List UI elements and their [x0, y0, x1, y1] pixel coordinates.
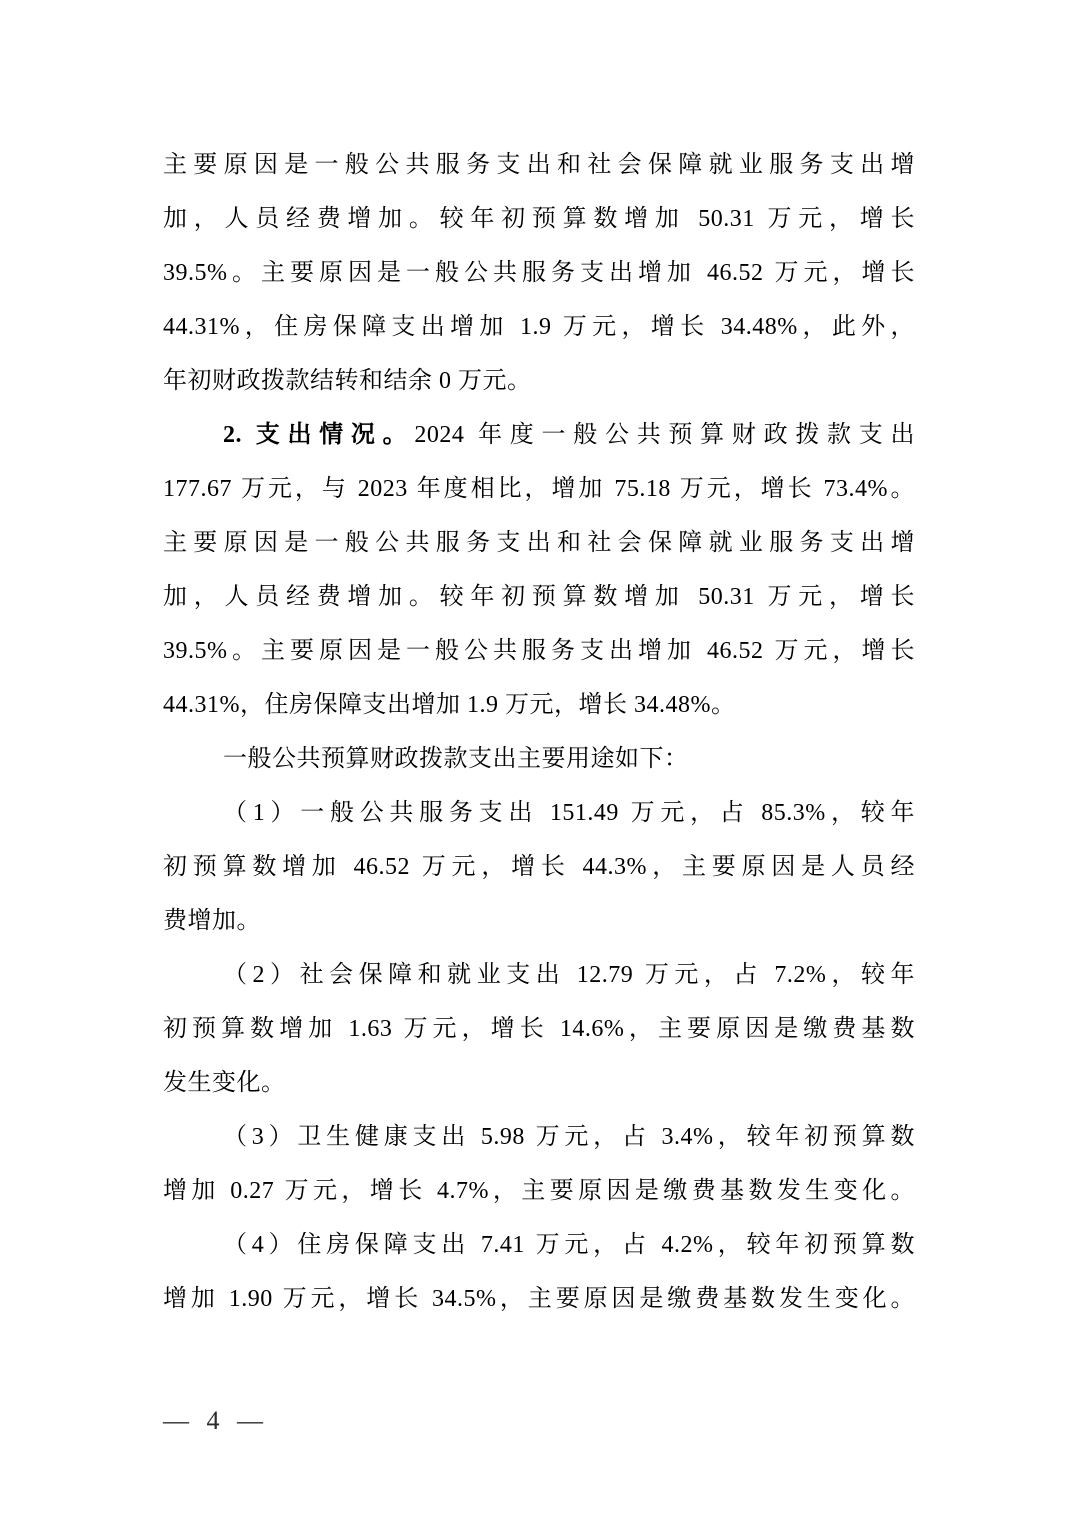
text-line: 增加 1.90 万元，增长 34.5%，主要原因是缴费基数发生变化。 [163, 1286, 915, 1312]
section-heading-expenditure: 2. 支出情况。 [223, 422, 415, 448]
text-line: 39.5%。主要原因是一般公共服务支出增加 46.52 万元，增长 [163, 638, 915, 664]
text-line: 主要原因是一般公共服务支出和社会保障就业服务支出增 [163, 530, 915, 556]
text-line: 发生变化。 [163, 1070, 286, 1096]
text-line: 44.31%，住房保障支出增加 1.9 万元，增长 34.48%，此外， [163, 314, 915, 340]
text-line: 初预算数增加 46.52 万元，增长 44.3%，主要原因是人员经 [163, 854, 915, 880]
text-run: 2024 年度一般公共预算财政拨款支出 [414, 422, 916, 448]
document-body [163, 138, 915, 1326]
text-line: （1）一般公共服务支出 151.49 万元，占 85.3%，较年 [223, 800, 915, 826]
text-line: 加，人员经费增加。较年初预算数增加 50.31 万元，增长 [163, 584, 915, 610]
text-line: （2）社会保障和就业支出 12.79 万元，占 7.2%，较年 [223, 962, 915, 988]
text-line: 年初财政拨款结转和结余 0 万元。 [163, 368, 532, 394]
text-line: 主要原因是一般公共服务支出和社会保障就业服务支出增 [163, 152, 915, 178]
text-line: 初预算数增加 1.63 万元，增长 14.6%，主要原因是缴费基数 [163, 1016, 915, 1042]
text-line: 一般公共预算财政拨款支出主要用途如下： [223, 746, 689, 772]
text-line [163, 408, 915, 462]
page-number: — 4 — [163, 1406, 264, 1435]
text-line: 加，人员经费增加。较年初预算数增加 50.31 万元，增长 [163, 206, 915, 232]
text-line: 177.67 万元，与 2023 年度相比，增加 75.18 万元，增长 73.4%。 [163, 476, 915, 502]
text-line: 39.5%。主要原因是一般公共服务支出增加 46.52 万元，增长 [163, 260, 915, 286]
text-line: 费增加。 [163, 908, 261, 934]
text-line: 44.31%，住房保障支出增加 1.9 万元，增长 34.48%。 [163, 692, 736, 718]
text-line: （3）卫生健康支出 5.98 万元，占 3.4%，较年初预算数 [223, 1124, 915, 1150]
text-line: （4）住房保障支出 7.41 万元，占 4.2%，较年初预算数 [223, 1232, 915, 1258]
text-line: 增加 0.27 万元，增长 4.7%，主要原因是缴费基数发生变化。 [163, 1178, 915, 1204]
